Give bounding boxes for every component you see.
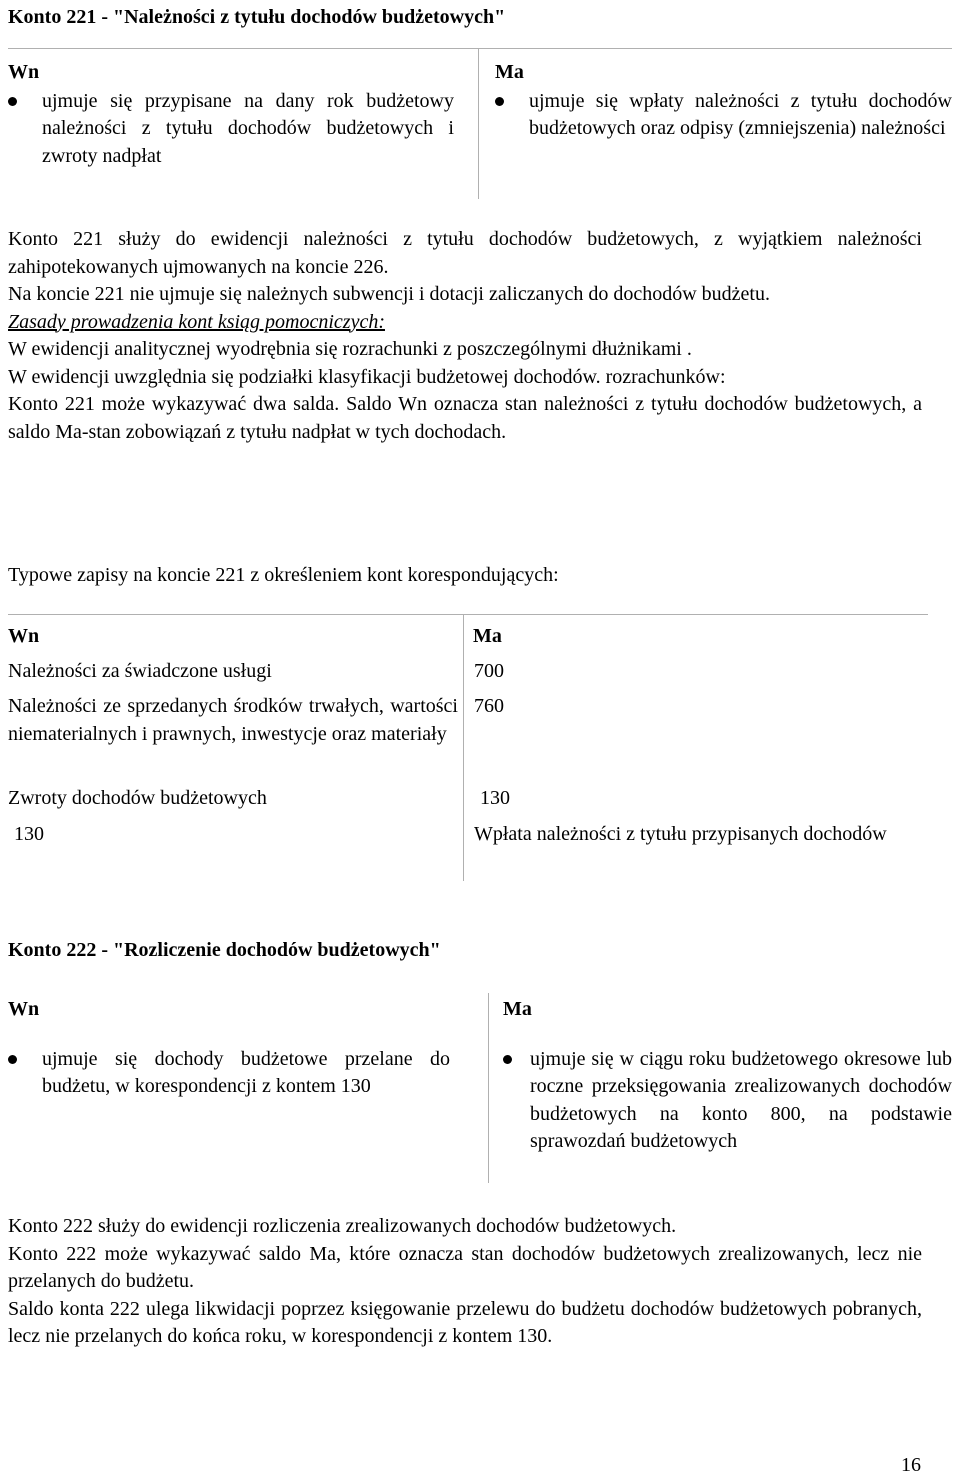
k221-title: Konto 221 - "Należności z tytułu dochodów budżetowych" [8, 6, 506, 28]
typical-divider [463, 615, 464, 881]
typical-row3-right: 130 [480, 787, 510, 809]
typical-entries-table [8, 614, 928, 881]
k222-ma-text: ujmuje się w ciągu roku budżetowego okresowe lub roczne przeksięgowania zrealizowanych dochodów budżetowych na konto 800, na podstawie sprawozdań budżetowych [530, 1047, 952, 1152]
k221-description [8, 226, 922, 446]
k221-desc-3: W ewidencji analitycznej wyodrębnia się rozrachunki z poszczególnymi dłużnikami . [8, 338, 692, 360]
k221-wn-item [8, 88, 454, 171]
typical-wn-head: Wn [8, 625, 40, 647]
k221-wn-head: Wn [8, 61, 40, 83]
k222-desc-2: Konto 222 może wykazywać saldo Ma, które oznacza stan dochodów budżetowych zrealizowanych, lecz nie przelanych do budżetu. [8, 1242, 922, 1292]
typical-row4-left: 130 [14, 823, 44, 845]
k222-wn-item [8, 1046, 450, 1101]
k221-desc-1: Konto 221 służy do ewidencji należności z tytułu dochodów budżetowych, z wyjątkiem należności zahipotekowanych ujmowanych na koncie 226. [8, 228, 922, 278]
k221-rules-heading: Zasady prowadzenia kont ksiąg pomocniczych: [8, 310, 385, 333]
typical-row4-right: Wpłata należności z tytułu przypisanych dochodów [474, 823, 887, 845]
k222-divider [488, 993, 489, 1183]
k221-wn-text: ujmuje się przypisane na dany rok budżetowy należności z tytułu dochodów budżetowych i zwroty nadpłat [42, 89, 454, 167]
typical-row2-left: Należności ze sprzedanych środków trwałych, wartości niematerialnych i prawnych, inwestycje oraz materiały [8, 695, 458, 745]
k221-ma-column [495, 59, 952, 143]
bullet-icon [8, 1055, 17, 1064]
k221-ma-text: ujmuje się wpłaty należności z tytułu dochodów budżetowych oraz odpisy (zmniejszenia) należności [529, 89, 952, 139]
bullet-icon [495, 97, 504, 106]
typical-row3-left: Zwroty dochodów budżetowych [8, 787, 267, 809]
k222-ma-column [503, 996, 952, 1156]
k221-ma-item [495, 88, 952, 143]
page-number: 16 [901, 1454, 921, 1476]
k222-desc-1: Konto 222 służy do ewidencji rozliczenia zrealizowanych dochodów budżetowych. [8, 1215, 677, 1237]
k222-ma-head: Ma [503, 998, 532, 1020]
k222-wn-column [8, 996, 450, 1101]
typical-ma-head: Ma [473, 625, 502, 647]
typical-row1-right: 700 [474, 660, 504, 682]
k222-t-account [8, 993, 952, 1183]
k222-description [8, 1213, 922, 1351]
k221-desc-4: W ewidencji uwzględnia się podziałki klasyfikacji budżetowej dochodów. rozrachunków: [8, 365, 726, 388]
typical-heading: Typowe zapisy na koncie 221 z określeniem kont korespondujących: [8, 564, 559, 586]
k221-desc-5: Konto 221 może wykazywać dwa salda. Saldo Wn oznacza stan należności z tytułu dochodów budżetowych, a saldo Ma-stan zobowiązań z tytułu nadpłat w tych dochodach. [8, 393, 922, 443]
k221-ma-head: Ma [495, 61, 524, 83]
k222-wn-head: Wn [8, 998, 40, 1020]
typical-row1-left: Należności za świadczone usługi [8, 660, 272, 682]
k221-divider [478, 49, 479, 199]
k222-wn-text: ujmuje się dochody budżetowe przelane do budżetu, w korespondencji z kontem 130 [42, 1047, 450, 1097]
bullet-icon [8, 97, 17, 106]
k222-desc-3: Saldo konta 222 ulega likwidacji poprzez księgowanie przelewu do budżetu dochodów budżetowych pobranych, lecz nie przelanych do końca roku, w korespondencji z kontem 130. [8, 1297, 922, 1347]
bullet-icon [503, 1055, 512, 1064]
k221-t-account [8, 48, 952, 199]
k221-desc-2: Na koncie 221 nie ujmuje się należnych subwencji i dotacji zaliczanych do dochodów budżetu. [8, 283, 770, 305]
k222-ma-item [503, 1046, 952, 1156]
k222-title: Konto 222 - "Rozliczenie dochodów budżetowych" [8, 939, 441, 961]
k221-wn-column [8, 59, 454, 170]
typical-row2-right: 760 [474, 695, 504, 717]
